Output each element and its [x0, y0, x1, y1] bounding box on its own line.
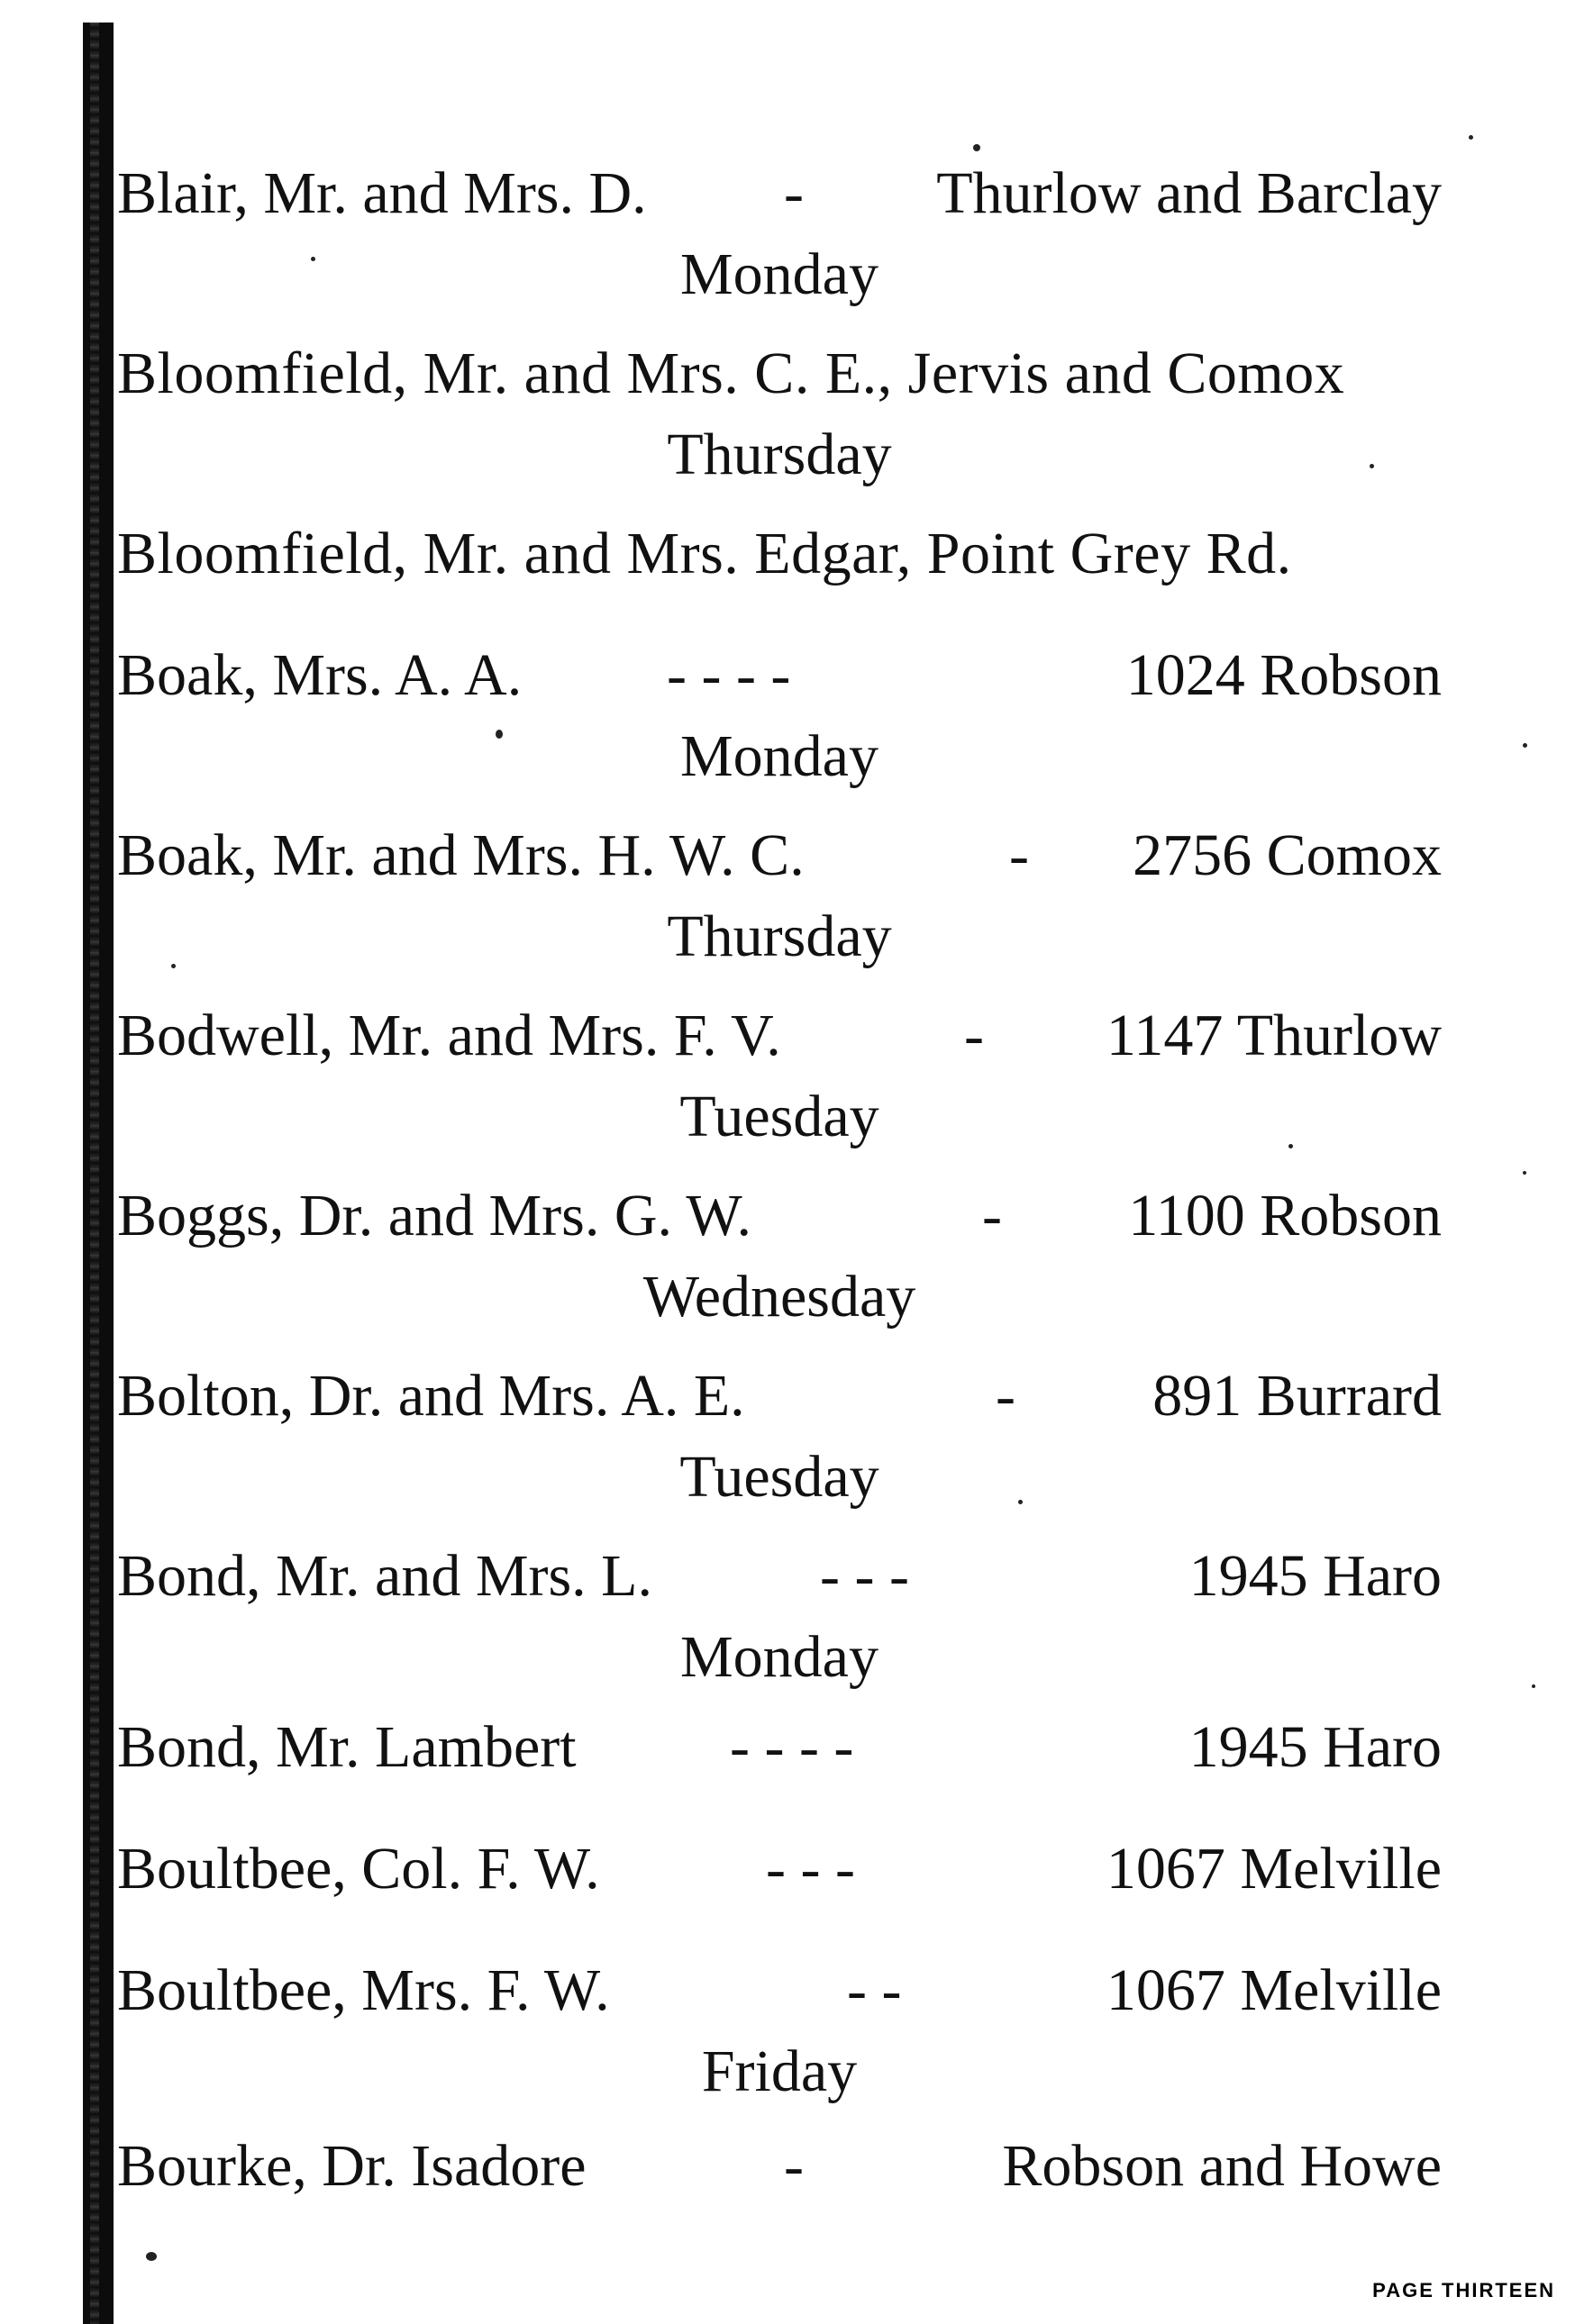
entry-leader: - - - -: [730, 1714, 854, 1780]
print-speck: [146, 2252, 157, 2261]
entry-name: Bond, Mr. Lambert: [117, 1714, 577, 1780]
directory-entry: [117, 513, 1442, 595]
print-speck: [1523, 743, 1527, 748]
social-directory-list: [117, 153, 1451, 2225]
print-speck: [1532, 1684, 1535, 1688]
entry-at-home-day: Thursday: [667, 903, 892, 969]
entry-name: Boultbee, Col. F. W.: [117, 1836, 600, 1902]
entry-at-home-day: Thursday: [667, 422, 892, 487]
directory-entry: [117, 1356, 1442, 1437]
entry-address: Thurlow and Barclay: [936, 160, 1442, 226]
entry-address: 2756 Comox: [1133, 822, 1442, 888]
entry-leader: - -: [847, 1957, 902, 2023]
print-speck: [496, 730, 503, 739]
print-speck: [1018, 1500, 1023, 1504]
entry-address: 1067 Melville: [1106, 1957, 1442, 2023]
entry-name-and-address: Bloomfield, Mr. and Mrs. C. E., Jervis and Comox: [117, 340, 1345, 406]
entry-leader: - - - -: [667, 642, 791, 708]
entry-name: Boak, Mr. and Mrs. H. W. C.: [117, 822, 805, 888]
print-speck: [973, 144, 980, 151]
entry-leader: -: [982, 1183, 1002, 1248]
entry-address: 1945 Haro: [1188, 1714, 1442, 1780]
entry-leader: -: [784, 160, 804, 226]
print-speck: [171, 964, 176, 968]
page-number-footer: PAGE THIRTEEN: [1372, 2279, 1555, 2301]
directory-entry: [117, 1829, 1442, 1910]
binding-shadow: [90, 23, 99, 2324]
directory-entry: [117, 1707, 1442, 1788]
entry-address: 891 Burrard: [1152, 1363, 1442, 1429]
entry-at-home-day: Wednesday: [642, 1264, 916, 1330]
entry-name: Boultbee, Mrs. F. W.: [117, 1957, 610, 2023]
entry-at-home-day: Tuesday: [679, 1084, 879, 1149]
entry-name: Bodwell, Mr. and Mrs. F. V.: [117, 1003, 781, 1068]
directory-entry: [117, 1950, 1442, 2031]
entry-name: Boggs, Dr. and Mrs. G. W.: [117, 1183, 752, 1248]
entry-leader: - - -: [766, 1836, 855, 1902]
entry-address: 1024 Robson: [1125, 642, 1442, 708]
directory-entry: [117, 1536, 1442, 1617]
entry-address: 1100 Robson: [1128, 1183, 1442, 1248]
directory-entry: [117, 635, 1442, 716]
entry-address: 1945 Haro: [1188, 1543, 1442, 1609]
directory-entry: [117, 333, 1442, 414]
print-speck: [1523, 1171, 1526, 1175]
entry-at-home-day: Monday: [680, 241, 879, 307]
directory-entry: [117, 1176, 1442, 1257]
print-speck: [1370, 464, 1374, 468]
entry-name: Blair, Mr. and Mrs. D.: [117, 160, 647, 226]
entry-leader: -: [1009, 822, 1029, 888]
entry-name: Bolton, Dr. and Mrs. A. E.: [117, 1363, 745, 1429]
entry-at-home-day: Monday: [680, 1624, 879, 1690]
directory-entry: [117, 153, 1442, 234]
entry-leader: -: [964, 1003, 984, 1068]
entry-leader: - - -: [820, 1543, 909, 1609]
entry-address: 1067 Melville: [1106, 1836, 1442, 1902]
directory-entry: [117, 2126, 1442, 2207]
entry-address: Robson and Howe: [1002, 2133, 1442, 2199]
entry-at-home-day: Monday: [680, 723, 879, 789]
entry-address: 1147 Thurlow: [1106, 1003, 1442, 1068]
entry-name: Bourke, Dr. Isadore: [117, 2133, 587, 2199]
entry-leader: -: [996, 1363, 1015, 1429]
directory-entry: [117, 815, 1442, 896]
entry-name-and-address: Bloomfield, Mr. and Mrs. Edgar, Point Grey Rd.: [117, 521, 1292, 586]
entry-name: Boak, Mrs. A. A.: [117, 642, 523, 708]
entry-leader: -: [784, 2133, 804, 2199]
entry-name: Bond, Mr. and Mrs. L.: [117, 1543, 652, 1609]
entry-at-home-day: Friday: [701, 2038, 858, 2104]
directory-entry: [117, 995, 1442, 1076]
print-speck: [311, 257, 315, 261]
entry-at-home-day: Tuesday: [679, 1444, 879, 1510]
print-speck: [1469, 135, 1473, 140]
print-speck: [1288, 1144, 1293, 1148]
